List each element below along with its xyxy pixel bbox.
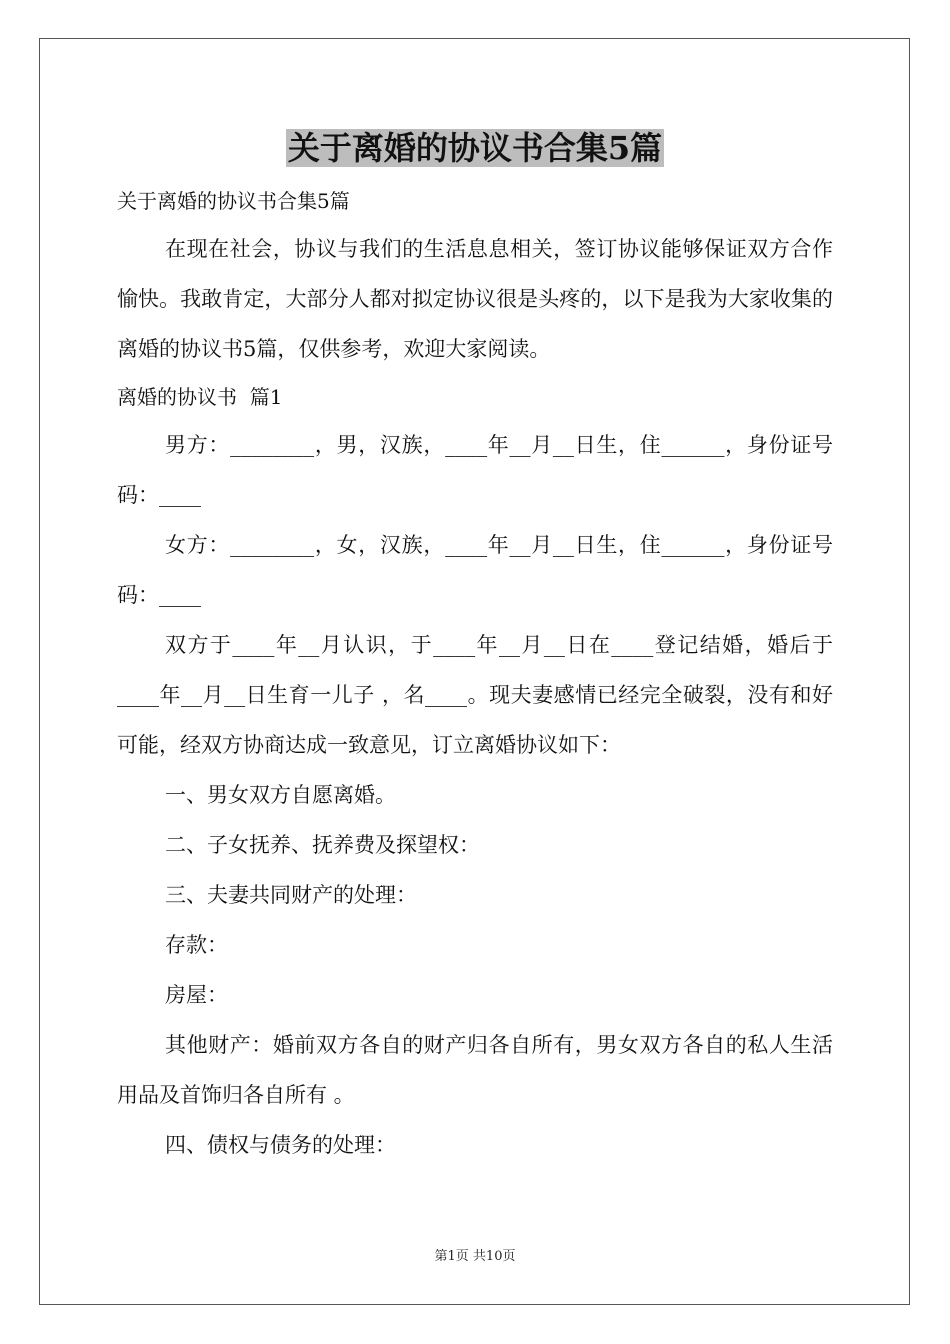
paragraph-male-party: 男方：________，男，汉族，____年__月__日生，住______，身份证号码：____ <box>117 433 833 507</box>
housing-item: 房屋： <box>165 983 228 1007</box>
document-title-text: 关于离婚的协议书合集5篇 <box>287 129 663 167</box>
page-footer: 第1页 共10页 <box>434 1249 516 1264</box>
intro-paragraph: 在现在社会，协议与我们的生活息息相关，签订协议能够保证双方合作愉快。我敢肯定，大部分人都对拟定协议很是头疼的，以下是我为大家收集的离婚的协议书5篇，仅供参考，欢迎大家阅读。 <box>117 237 833 361</box>
document-subtitle: 关于离婚的协议书合集5篇 <box>117 189 350 213</box>
section-heading: 离婚的协议书 篇1 <box>117 385 283 409</box>
clause-2: 二、子女抚养、抚养费及探望权： <box>165 833 480 857</box>
clause-3: 三、夫妻共同财产的处理： <box>165 883 417 907</box>
clause-4: 四、债权与债务的处理： <box>165 1133 396 1157</box>
document-body <box>117 178 833 1170</box>
document-title <box>0 126 950 170</box>
other-property-item: 其他财产：婚前双方各自的财产归各自所有，男女双方各自的私人生活用品及首饰归各自所有 。 <box>117 1033 833 1107</box>
paragraph-marriage-history: 双方于____年__月认识，于____年__月__日在____登记结婚，婚后于____年__月__日生育一儿子 ，名____。现夫妻感情已经完全破裂，没有和好可能，经双方协商达成一致意见，订立离婚协议如下： <box>117 633 833 757</box>
deposits-item: 存款： <box>165 933 228 957</box>
clause-1: 一、男女双方自愿离婚。 <box>165 783 396 807</box>
paragraph-female-party: 女方：________，女，汉族，____年__月__日生，住______，身份证号码：____ <box>117 533 833 607</box>
